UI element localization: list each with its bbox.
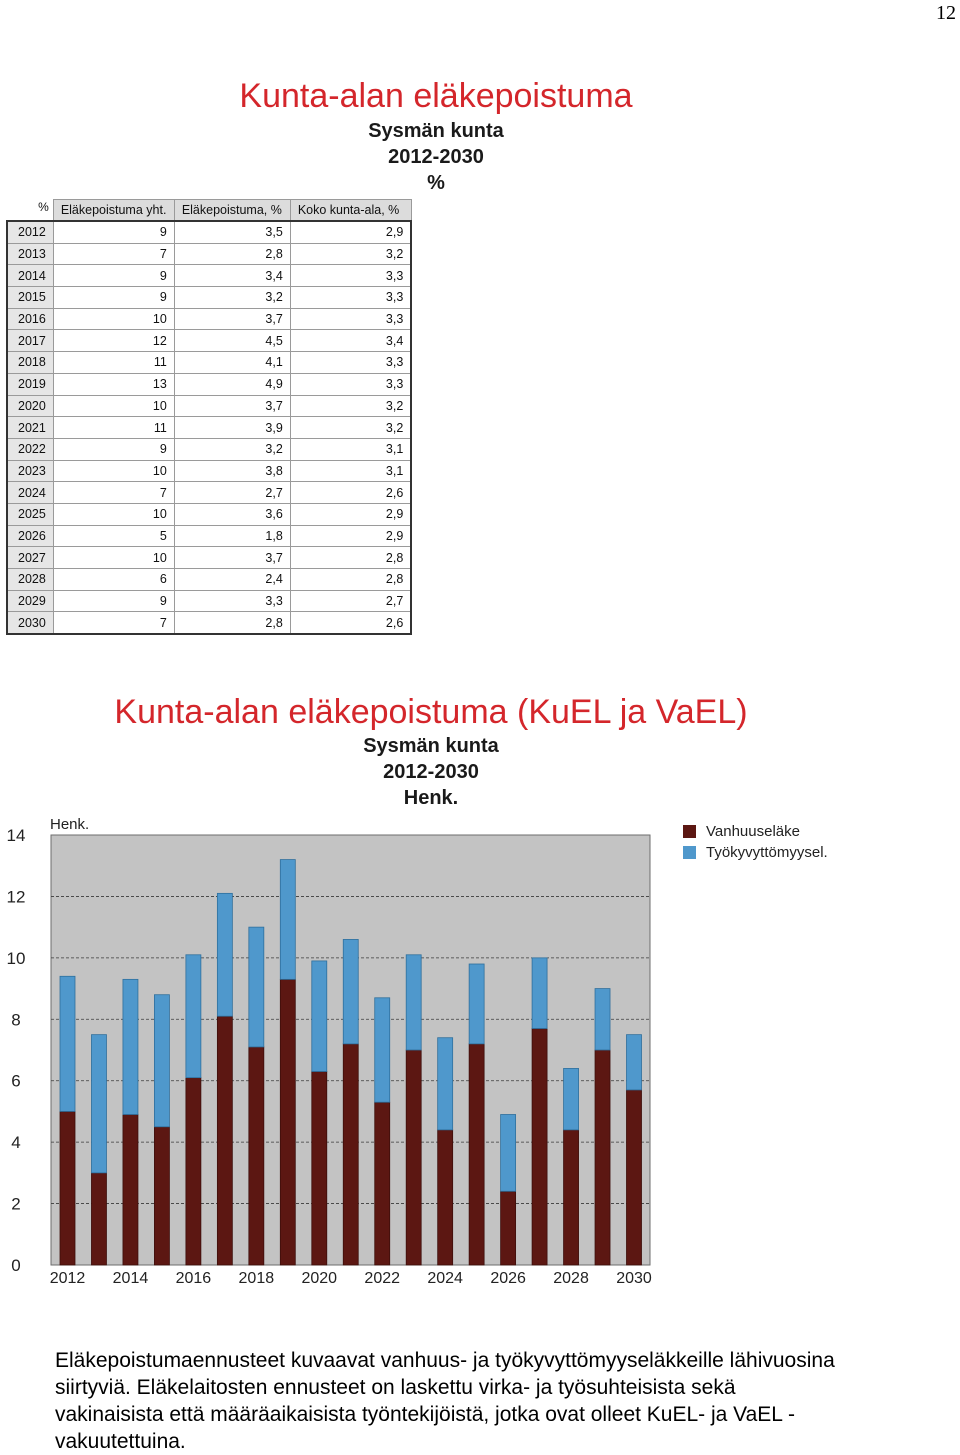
- bar-vanhuus: [375, 1102, 390, 1265]
- table-row: [7, 460, 411, 482]
- year-cell: 2016: [7, 308, 53, 330]
- koko-cell: 3,3: [290, 265, 411, 287]
- table-header-row: [7, 200, 411, 222]
- table-row: [7, 482, 411, 504]
- x-tick-label: 2030: [616, 1270, 652, 1287]
- pct-cell: 1,8: [174, 525, 290, 547]
- pct-cell: 3,5: [174, 221, 290, 243]
- x-tick-label: 2026: [490, 1270, 526, 1287]
- bar-tyokyvyttomyys: [375, 998, 390, 1102]
- pct-cell: 3,7: [174, 395, 290, 417]
- table-corner-label: %: [7, 200, 53, 222]
- bar-vanhuus: [501, 1191, 516, 1265]
- year-cell: 2023: [7, 460, 53, 482]
- bar-tyokyvyttomyys: [249, 927, 264, 1047]
- bar-tyokyvyttomyys: [91, 1035, 106, 1173]
- pct-cell: 3,2: [174, 438, 290, 460]
- table-row: [7, 308, 411, 330]
- x-tick-label: 2018: [238, 1270, 275, 1287]
- table-row: [7, 265, 411, 287]
- koko-cell: 3,1: [290, 438, 411, 460]
- table-title: Kunta-alan eläkepoistuma: [239, 77, 633, 115]
- legend-label-tyokyvyttomyys: Työkyvyttömyysel.: [706, 844, 828, 861]
- koko-cell: 2,8: [290, 569, 411, 591]
- bar-vanhuus: [343, 1044, 358, 1265]
- koko-cell: 3,2: [290, 395, 411, 417]
- koko-cell: 2,6: [290, 612, 411, 634]
- table-row: [7, 417, 411, 439]
- bar-tyokyvyttomyys: [406, 955, 421, 1050]
- year-cell: 2028: [7, 569, 53, 591]
- pct-cell: 4,1: [174, 352, 290, 374]
- total-cell: 10: [53, 308, 174, 330]
- x-tick-label: 2024: [427, 1270, 463, 1287]
- page-number: 12: [936, 2, 956, 24]
- year-cell: 2027: [7, 547, 53, 569]
- table-row: [7, 612, 411, 634]
- bar-tyokyvyttomyys: [595, 989, 610, 1050]
- pct-cell: 3,4: [174, 265, 290, 287]
- pct-cell: 3,7: [174, 308, 290, 330]
- table-row: [7, 438, 411, 460]
- table-row: [7, 373, 411, 395]
- stacked-bar-chart: [0, 810, 960, 1290]
- bar-tyokyvyttomyys: [564, 1068, 579, 1129]
- total-cell: 9: [53, 438, 174, 460]
- bar-vanhuus: [186, 1078, 201, 1265]
- legend-item-tyokyvyttomyys: [683, 842, 828, 863]
- bar-vanhuus: [154, 1127, 169, 1265]
- pct-cell: 2,8: [174, 243, 290, 265]
- bar-vanhuus: [469, 1044, 484, 1265]
- bar-tyokyvyttomyys: [123, 979, 138, 1114]
- subtitle-unit: %: [427, 172, 445, 194]
- year-cell: 2021: [7, 417, 53, 439]
- y-tick-label: 4: [11, 1133, 21, 1153]
- koko-cell: 3,3: [290, 373, 411, 395]
- total-cell: 10: [53, 460, 174, 482]
- chart-title: Kunta-alan eläkepoistuma (KuEL ja VaEL): [114, 693, 748, 731]
- y-tick-label: 14: [6, 826, 26, 845]
- bar-tyokyvyttomyys: [501, 1115, 516, 1192]
- koko-cell: 3,4: [290, 330, 411, 352]
- bar-tyokyvyttomyys: [627, 1035, 642, 1090]
- table-row: [7, 525, 411, 547]
- total-cell: 12: [53, 330, 174, 352]
- body-line: siirtyviä. Eläkelaitosten ennusteet on laskettu virka- ja työsuhteisista sekä: [55, 1376, 736, 1399]
- total-cell: 11: [53, 352, 174, 374]
- body-line: vakuutettuina.: [55, 1430, 186, 1453]
- total-cell: 7: [53, 243, 174, 265]
- bar-vanhuus: [627, 1090, 642, 1265]
- pct-cell: 4,5: [174, 330, 290, 352]
- total-cell: 10: [53, 395, 174, 417]
- bar-tyokyvyttomyys: [532, 958, 547, 1029]
- subtitle-period: 2012-2030: [383, 761, 479, 783]
- total-cell: 9: [53, 221, 174, 243]
- total-cell: 13: [53, 373, 174, 395]
- koko-cell: 2,9: [290, 525, 411, 547]
- table-row: [7, 569, 411, 591]
- y-tick-label: 12: [6, 887, 26, 907]
- column-header-koko: Koko kunta-ala, %: [290, 200, 411, 222]
- bar-vanhuus: [532, 1029, 547, 1266]
- table-row: [7, 352, 411, 374]
- subtitle-unit: Henk.: [403, 787, 459, 809]
- x-tick-label: 2012: [49, 1270, 86, 1287]
- body-line: Eläkepoistumaennusteet kuvaavat vanhuus- ja työkyvyttömyyseläkkeille lähivuosina: [55, 1349, 835, 1372]
- table-row: [7, 395, 411, 417]
- body-paragraph: [55, 1347, 835, 1455]
- total-cell: 9: [53, 265, 174, 287]
- koko-cell: 2,6: [290, 482, 411, 504]
- total-cell: 7: [53, 612, 174, 634]
- x-tick-label: 2022: [364, 1270, 401, 1287]
- total-cell: 11: [53, 417, 174, 439]
- koko-cell: 2,9: [290, 503, 411, 525]
- year-cell: 2024: [7, 482, 53, 504]
- bar-tyokyvyttomyys: [343, 939, 358, 1043]
- year-cell: 2026: [7, 525, 53, 547]
- pct-cell: 3,7: [174, 547, 290, 569]
- year-cell: 2030: [7, 612, 53, 634]
- table-row: [7, 503, 411, 525]
- retirement-table: [6, 199, 412, 635]
- year-cell: 2012: [7, 221, 53, 243]
- table-row: [7, 330, 411, 352]
- legend-item-vanhuus: [683, 821, 828, 842]
- subtitle-municipality: Sysmän kunta: [363, 735, 499, 757]
- bar-vanhuus: [595, 1050, 610, 1265]
- koko-cell: 2,7: [290, 590, 411, 612]
- koko-cell: 3,3: [290, 287, 411, 309]
- bar-tyokyvyttomyys: [280, 860, 295, 980]
- year-cell: 2013: [7, 243, 53, 265]
- y-axis-label: Henk.: [50, 816, 90, 833]
- koko-cell: 2,9: [290, 221, 411, 243]
- subtitle-period: 2012-2030: [388, 146, 484, 168]
- chart-subtitle: [281, 733, 581, 811]
- x-tick-label: 2028: [553, 1270, 589, 1287]
- pct-cell: 4,9: [174, 373, 290, 395]
- koko-cell: 3,2: [290, 417, 411, 439]
- bar-tyokyvyttomyys: [438, 1038, 453, 1130]
- pct-cell: 2,4: [174, 569, 290, 591]
- year-cell: 2020: [7, 395, 53, 417]
- total-cell: 6: [53, 569, 174, 591]
- table-body: [7, 221, 411, 634]
- total-cell: 5: [53, 525, 174, 547]
- y-tick-label: 8: [11, 1010, 21, 1030]
- legend-swatch-vanhuus: [683, 825, 696, 838]
- bar-vanhuus: [91, 1173, 106, 1265]
- table-row: [7, 221, 411, 243]
- koko-cell: 3,3: [290, 308, 411, 330]
- year-cell: 2014: [7, 265, 53, 287]
- y-tick-label: 2: [11, 1194, 21, 1214]
- total-cell: 10: [53, 503, 174, 525]
- bar-tyokyvyttomyys: [60, 976, 75, 1111]
- table-row: [7, 590, 411, 612]
- legend-label-vanhuus: Vanhuuseläke: [706, 823, 800, 840]
- koko-cell: 2,8: [290, 547, 411, 569]
- bar-tyokyvyttomyys: [154, 995, 169, 1127]
- year-cell: 2029: [7, 590, 53, 612]
- bar-tyokyvyttomyys: [312, 961, 327, 1072]
- y-tick-label: 10: [6, 948, 26, 968]
- koko-cell: 3,1: [290, 460, 411, 482]
- x-tick-label: 2020: [301, 1270, 338, 1287]
- total-cell: 9: [53, 287, 174, 309]
- total-cell: 10: [53, 547, 174, 569]
- bar-vanhuus: [249, 1047, 264, 1265]
- bar-vanhuus: [280, 979, 295, 1265]
- bar-vanhuus: [406, 1050, 421, 1265]
- pct-cell: 3,8: [174, 460, 290, 482]
- column-header-pct: Eläkepoistuma, %: [174, 200, 290, 222]
- x-tick-label: 2016: [175, 1270, 212, 1287]
- column-header-total: Eläkepoistuma yht.: [53, 200, 174, 222]
- subtitle-municipality: Sysmän kunta: [368, 120, 504, 142]
- pct-cell: 3,3: [174, 590, 290, 612]
- pct-cell: 3,9: [174, 417, 290, 439]
- year-cell: 2015: [7, 287, 53, 309]
- chart-legend: [683, 821, 828, 863]
- table-subtitle: [286, 118, 586, 196]
- koko-cell: 3,3: [290, 352, 411, 374]
- table-row: [7, 243, 411, 265]
- bar-vanhuus: [438, 1130, 453, 1265]
- year-cell: 2017: [7, 330, 53, 352]
- koko-cell: 3,2: [290, 243, 411, 265]
- year-cell: 2019: [7, 373, 53, 395]
- pct-cell: 2,8: [174, 612, 290, 634]
- bar-vanhuus: [217, 1016, 232, 1265]
- year-cell: 2025: [7, 503, 53, 525]
- bar-vanhuus: [312, 1072, 327, 1266]
- year-cell: 2018: [7, 352, 53, 374]
- bar-tyokyvyttomyys: [186, 955, 201, 1078]
- bar-tyokyvyttomyys: [217, 893, 232, 1016]
- table-row: [7, 547, 411, 569]
- pct-cell: 3,6: [174, 503, 290, 525]
- pct-cell: 3,2: [174, 287, 290, 309]
- pct-cell: 2,7: [174, 482, 290, 504]
- table-row: [7, 287, 411, 309]
- body-line: vakinaisista että määräaikaisista työntekijöistä, jotka ovat olleet KuEL- ja VaEL -: [55, 1403, 796, 1426]
- year-cell: 2022: [7, 438, 53, 460]
- y-tick-label: 6: [11, 1071, 21, 1091]
- bar-tyokyvyttomyys: [469, 964, 484, 1044]
- bar-vanhuus: [123, 1115, 138, 1266]
- y-tick-label: 0: [11, 1256, 21, 1275]
- legend-swatch-tyokyvyttomyys: [683, 846, 696, 859]
- total-cell: 7: [53, 482, 174, 504]
- bar-vanhuus: [60, 1111, 75, 1265]
- total-cell: 9: [53, 590, 174, 612]
- x-tick-label: 2014: [112, 1270, 149, 1287]
- bar-vanhuus: [564, 1130, 579, 1265]
